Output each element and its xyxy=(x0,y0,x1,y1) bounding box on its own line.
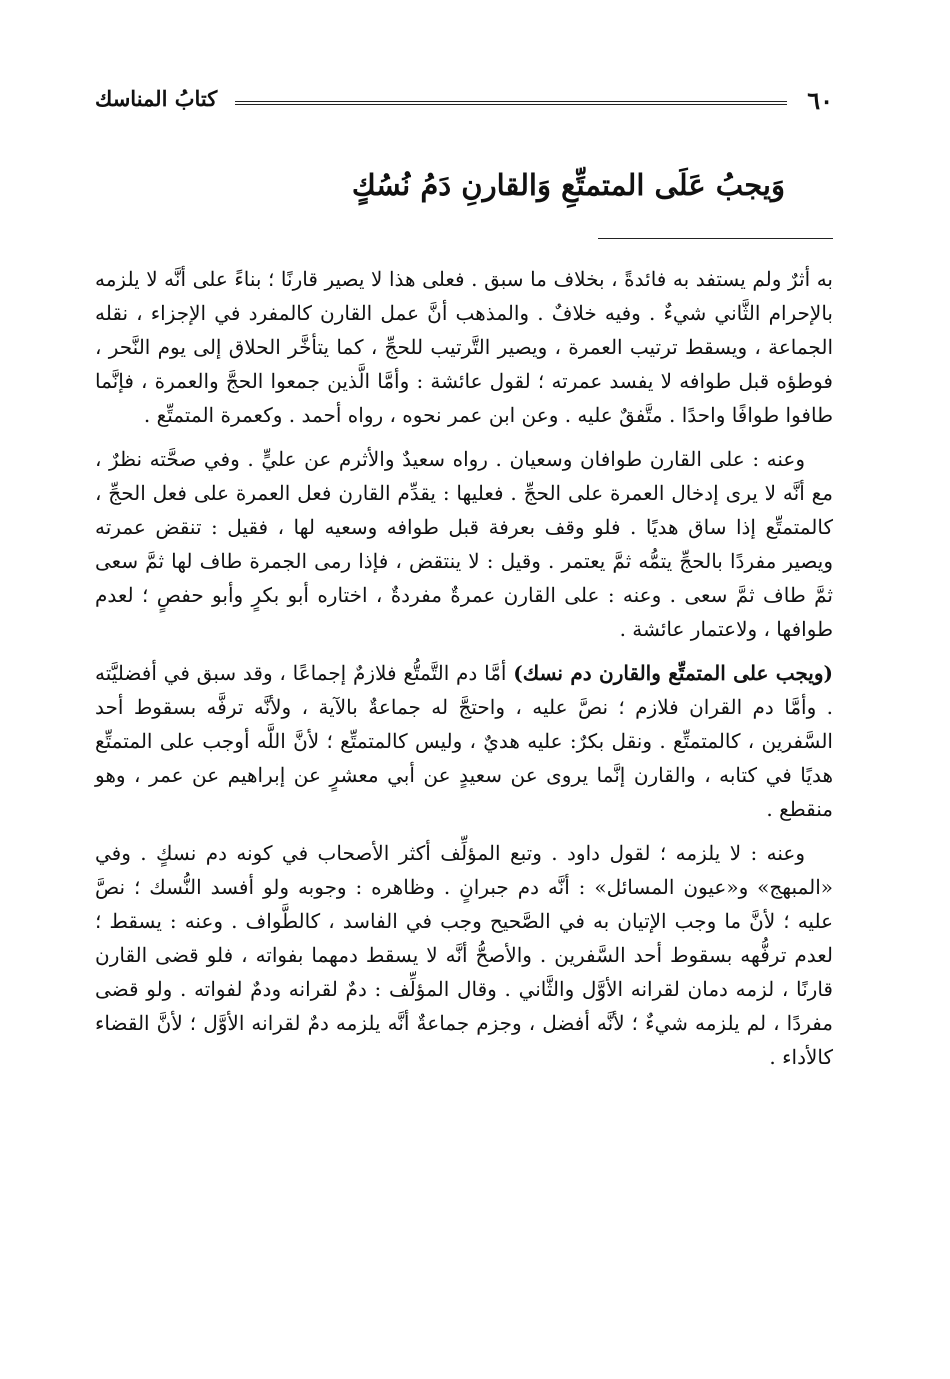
paragraph-2-text: وعنه : على القارن طوافان وسعيان . رواه سعيدٌ والأثرم عن عليٍّ . وفي صحَّته نظرٌ ، مع أنَّه لا يرى إدخال العمرة على الحجِّ . فعليها : يقدِّم القارن فعل العمرة على فعل الحجِّ ، كالمتمتِّع إذا ساق هديًا . فلو وقف بعرفة قبل طوافه وسعيه لها ، فقيل : تنقض عمرته ويصير مفردًا بالحجِّ يتمُّه ثمَّ يعتمر . وقيل : لا ينتقض ، فإذا رمى الجمرة طاف لها ثمَّ سعى ثمَّ طاف ثمَّ سعى . وعنه : على القارن عمرةٌ مفردةٌ ، اختاره أبو بكرٍ وأبو حفصٍ ؛ لعدم طوافها ، ولاعتمار عائشة . xyxy=(95,447,833,641)
paragraph-3-text: أمَّا دم التَّمتُّع فلازمٌ إجماعًا ، وقد سبق في أفضليَّته . وأمَّا دم القران فلازم ؛ نصَّ عليه ، واحتجَّ له جماعةٌ بالآية ، ولأنَّه ترفَّه بسقوط أحد السَّفرين ، كالمتمتِّع . ونقل بكرٌ: عليه هديٌ ، وليس كالمتمتِّع ؛ لأنَّ اللَّه أوجب على المتمتِّع هديًا في كتابه ، والقارن إنَّما يروى عن سعيدٍ عن أبي معشرٍ عن إبراهيم عن عمر ، وهو منقطع . xyxy=(95,661,833,821)
page-number: ٦٠ xyxy=(807,86,833,115)
book-page xyxy=(95,0,833,1379)
paragraph-2 xyxy=(95,442,833,646)
paragraph-4 xyxy=(95,836,833,1074)
paragraph-1-text: به أثرٌ ولم يستفد به فائدةً ، بخلاف ما سبق . فعلى هذا لا يصير قارنًا ؛ بناءً على أنَّه لا يلزمه بالإحرام الثَّاني شيءٌ . وفيه خلافٌ . والمذهب أنَّ عمل القارن كالمفرد في الإجزاء ، نقله الجماعة ، ويسقط ترتيب العمرة ، ويصير التَّرتيب للحجِّ ، كما يتأخَّر الحلاق إلى يوم النَّحر ، فوطؤه قبل طوافه لا يفسد عمرته ؛ لقول عائشة : وأمَّا الَّذين جمعوا الحجَّ والعمرة ، فإنَّما طافوا طوافًا واحدًا . متَّفقٌ عليه . وعن ابن عمر نحوه ، رواه أحمد . وكعمرة المتمتِّع . xyxy=(95,267,833,427)
header-rule xyxy=(235,101,787,105)
commentary-text xyxy=(95,262,833,1084)
paragraph-3-lead: (ويجب على المتمتِّع والقارن دم نسك) xyxy=(513,661,833,685)
paragraph-1 xyxy=(95,262,833,432)
matn-heading: وَيجبُ عَلَى المتمتِّعِ وَالقارنِ دَمُ نُسُكٍ xyxy=(351,168,785,202)
paragraph-3 xyxy=(95,656,833,826)
running-header xyxy=(95,82,833,122)
heading-separator-rule xyxy=(598,238,833,239)
paragraph-4-text: وعنه : لا يلزمه ؛ لقول داود . وتبع المؤلِّف أكثر الأصحاب في كونه دم نسكٍ . وفي «المبهج» و«عيون المسائل» : أنَّه دم جبرانٍ . وظاهره : وجوبه ولو أفسد النُّسك ؛ نصَّ عليه ؛ لأنَّ ما وجب الإتيان به في الصَّحيح وجب في الفاسد ، كالطَّواف . وعنه : يسقط ؛ لعدم ترفُّهه بسقوط أحد السَّفرين . والأصحُّ أنَّه لا يسقط دمهما بفواته ، فلو قضى القارن قارنًا ، لزمه دمان لقرانه الأوَّل والثَّاني . وقال المؤلِّف : دمٌ لقرانه ودمٌ لفواته . ولو قضى مفردًا ، لم يلزمه شيءٌ ؛ لأنَّه أفضل ، وجزم جماعةٌ أنَّه يلزمه دمٌ لقرانه الأوَّل ؛ لأنَّ القضاء كالأداء . xyxy=(95,841,833,1069)
book-title: كتابُ المناسك xyxy=(95,86,218,111)
